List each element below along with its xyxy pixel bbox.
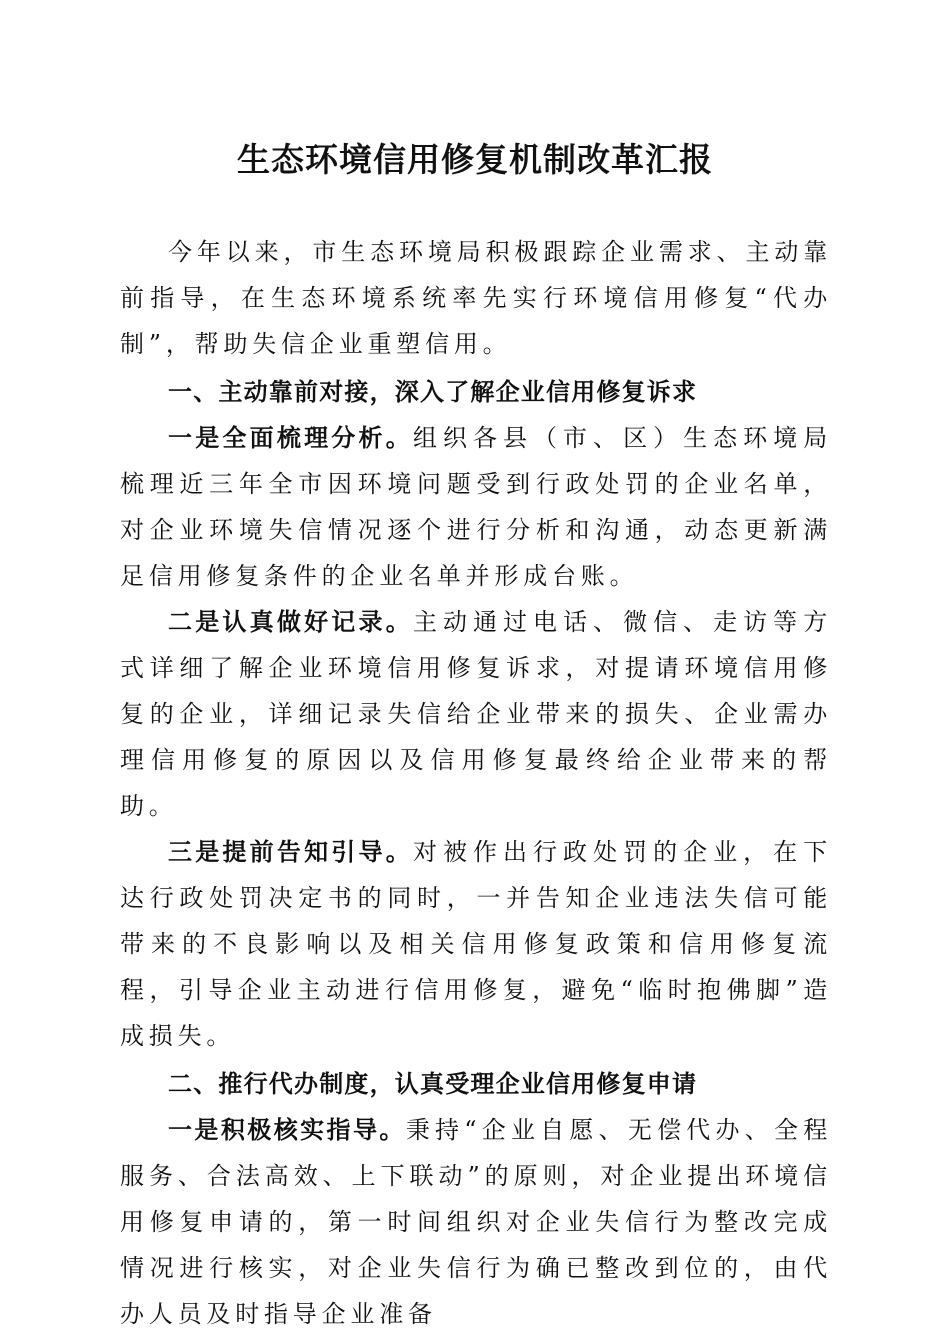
paragraph-lead: 二是认真做好记录。: [168, 608, 413, 636]
paragraph-1-1: [120, 415, 832, 599]
document-title: 生态环境信用修复机制改革汇报: [237, 140, 713, 179]
section-heading-2: 二、推行代办制度，认真受理企业信用修复申请: [168, 1070, 698, 1098]
document-body: [120, 229, 832, 1337]
paragraph-lead: 一是积极核实指导。: [168, 1116, 406, 1144]
paragraph-lead: 三是提前告知引导。: [168, 838, 413, 866]
paragraph-text: 主动通过电话、微信、走访等方式详细了解企业环境信用修复诉求，对提请环境信用修复的企业，详细记录失信给企业带来的损失、企业需办理信用修复的原因以及信用修复最终给企业带来的帮助。: [120, 608, 833, 820]
paragraph-1-2: [120, 599, 832, 829]
paragraph-text: 秉持“企业自愿、无偿代办、全程服务、合法高效、上下联动”的原则，对企业提出环境信用修复申请的，第一时间组织对企业失信行为整改完成情况进行核实，对企业失信行为确已整改到位的，由代办人员及时指导企业准备: [120, 1116, 832, 1328]
paragraph-1-3: [120, 829, 832, 1059]
section-heading-1: 一、主动靠前对接，深入了解企业信用修复诉求: [168, 378, 698, 406]
paragraph-text: 对被作出行政处罚的企业，在下达行政处罚决定书的同时，一并告知企业违法失信可能带来的不良影响以及相关信用修复政策和信用修复流程，引导企业主动进行信用修复，避免“临时抱佛脚”造成损失。: [120, 838, 833, 1050]
paragraph-2-1: [120, 1107, 832, 1337]
intro-paragraph: 今年以来，市生态环境局积极跟踪企业需求、主动靠前指导，在生态环境系统率先实行环境信用修复“代办制”，帮助失信企业重塑信用。: [120, 238, 832, 358]
paragraph-text: 组织各县（市、区）生态环境局梳理近三年全市因环境问题受到行政处罚的企业名单，对企业环境失信情况逐个进行分析和沟通，动态更新满足信用修复条件的企业名单并形成台账。: [120, 424, 833, 590]
paragraph-lead: 一是全面梳理分析。: [168, 424, 413, 452]
